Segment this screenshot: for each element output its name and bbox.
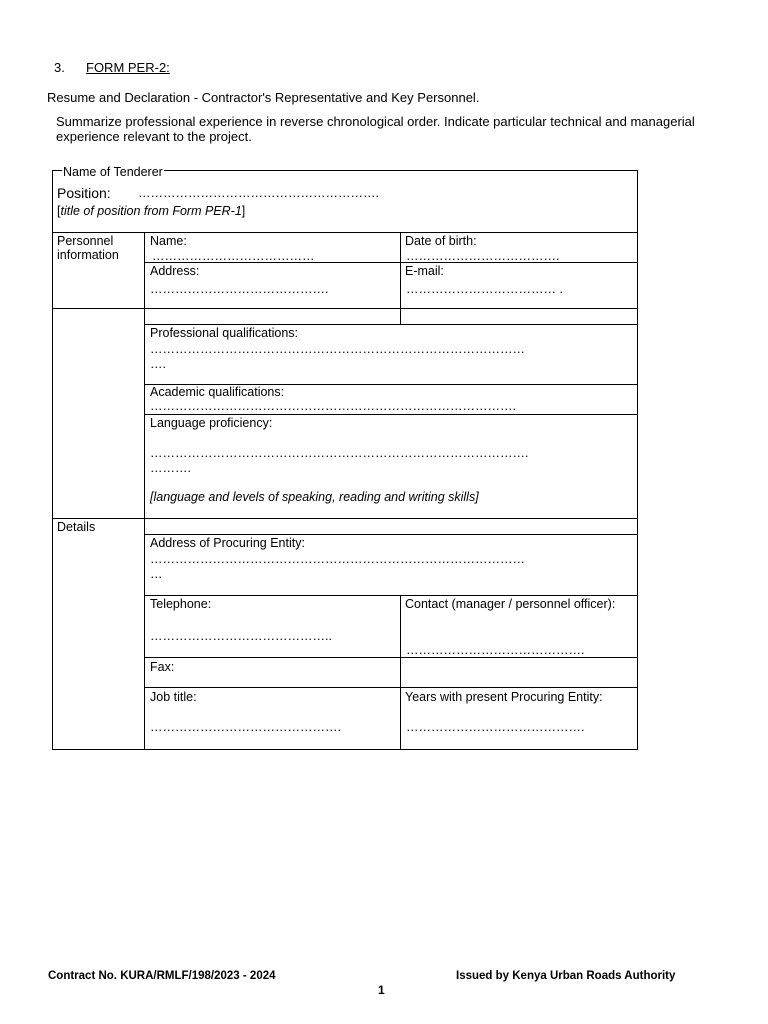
telephone-label: Telephone: xyxy=(150,597,212,611)
language-proficiency-hint: [language and levels of speaking, reading and writing skills] xyxy=(150,490,479,504)
address-field[interactable]: ……………………………………. xyxy=(150,282,329,296)
name-of-tenderer-label: Name of Tenderer xyxy=(63,165,163,179)
section-title: FORM PER-2: xyxy=(86,60,170,75)
procuring-entity-address-label: Address of Procuring Entity: xyxy=(150,536,305,550)
date-of-birth-label: Date of birth: xyxy=(405,234,477,248)
contact-field[interactable]: ……………………………………. xyxy=(406,643,585,657)
language-proficiency-field[interactable]: ………………………………………………………………………………. xyxy=(150,446,529,460)
procuring-entity-address-field-cont: … xyxy=(150,567,163,581)
professional-qualifications-field-cont: …. xyxy=(150,357,166,371)
years-with-entity-field[interactable]: ……………………………………. xyxy=(406,720,585,734)
fax-label: Fax: xyxy=(150,660,175,674)
address-label: Address: xyxy=(150,264,200,278)
professional-qualifications-label: Professional qualifications: xyxy=(150,326,298,340)
name-label: Name: xyxy=(150,234,187,248)
date-of-birth-field[interactable]: ………………………………. xyxy=(406,249,560,263)
footer-contract-number: Contract No. KURA/RMLF/198/2023 - 2024 xyxy=(48,970,276,982)
email-label: E-mail: xyxy=(405,264,444,278)
language-proficiency-field-cont: ………. xyxy=(150,461,191,475)
language-proficiency-label: Language proficiency: xyxy=(150,416,273,430)
name-field[interactable]: ………………………………… xyxy=(152,249,315,263)
academic-qualifications-field[interactable]: ……………………………………………………………………………. xyxy=(150,399,516,413)
position-label: Position: xyxy=(57,185,111,201)
position-field[interactable]: …………………………………………………. xyxy=(138,186,379,200)
academic-qualifications-label: Academic qualifications: xyxy=(150,385,285,399)
position-hint: [title of position from Form PER-1] xyxy=(57,204,246,218)
job-title-label: Job title: xyxy=(150,690,197,704)
footer-issuer: Issued by Kenya Urban Roads Authority xyxy=(456,970,676,982)
details-label: Details xyxy=(57,520,96,534)
telephone-field[interactable]: …………………………………….. xyxy=(150,629,332,643)
section-number: 3. xyxy=(54,60,65,75)
procuring-entity-address-field[interactable]: ……………………………………………………………………………… xyxy=(150,552,525,566)
email-field[interactable]: ……………………………… . xyxy=(406,282,563,296)
personnel-information-label: Personnel information xyxy=(57,234,119,262)
professional-qualifications-field[interactable]: ……………………………………………………………………………… xyxy=(150,342,525,356)
job-title-field[interactable]: ………………………………………. xyxy=(150,720,341,734)
page-number: 1 xyxy=(378,983,385,997)
form-subtitle: Resume and Declaration - Contractor's Representative and Key Personnel. xyxy=(47,90,480,105)
years-with-entity-label: Years with present Procuring Entity: xyxy=(405,690,603,704)
form-instructions: Summarize professional experience in reverse chronological order. Indicate particular technical and managerial experience relevant to the project. xyxy=(56,114,695,144)
contact-label: Contact (manager / personnel officer): xyxy=(405,597,616,611)
